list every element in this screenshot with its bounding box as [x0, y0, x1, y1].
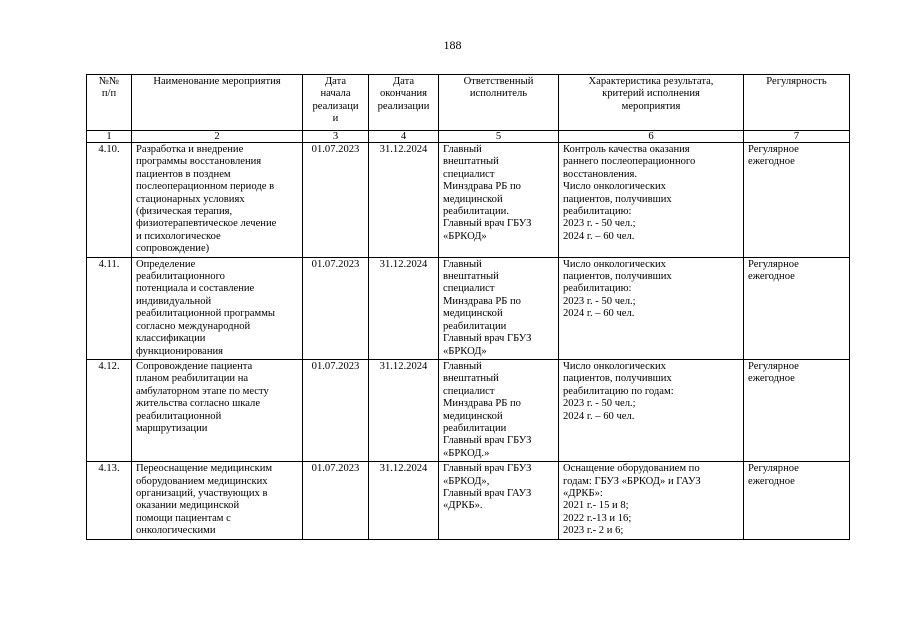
activity-name: Переоснащение медицинским оборудованием медицинских организаций, участвующих в оказании медицинской помощи пациентам с онкологическими — [132, 462, 303, 539]
end-date: 31.12.2024 — [369, 143, 439, 258]
activity-name: Разработка и внедрение программы восстановления пациентов в позднем послеоперационном периоде в стационарных условиях (физическая терапия, физиотерапевтическое лечение и психологическое сопровождение) — [132, 143, 303, 258]
regularity: Регулярное ежегодное — [744, 257, 850, 359]
regularity: Регулярное ежегодное — [744, 359, 850, 461]
row-number: 4.10. — [87, 143, 132, 258]
column-number: 4 — [369, 131, 439, 143]
activity-name: Определение реабилитационного потенциала и составление индивидуальной реабилитационной программы согласно международной классификации функционирования — [132, 257, 303, 359]
responsible-executor: Главный внештатный специалист Минздрава РБ по медицинской реабилитации Главный врач ГБУЗ «БРКОД» — [439, 257, 559, 359]
start-date: 01.07.2023 — [303, 257, 369, 359]
result-characteristic: Контроль качества оказания раннего послеоперационного восстановления. Число онкологических пациентов, получивших реабилитацию: 2023 г. - 50 чел.; 2024 г. – 60 чел. — [559, 143, 744, 258]
regularity: Регулярное ежегодное — [744, 462, 850, 539]
header-result: Характеристика результата, критерий исполнения мероприятия — [559, 75, 744, 131]
header-row — [87, 75, 850, 131]
header-start-date: Дата начала реализаци и — [303, 75, 369, 131]
column-number-row — [87, 131, 850, 143]
row-number: 4.12. — [87, 359, 132, 461]
column-number: 5 — [439, 131, 559, 143]
result-characteristic: Число онкологических пациентов, получивших реабилитацию: 2023 г. - 50 чел.; 2024 г. – 60 чел. — [559, 257, 744, 359]
result-characteristic: Число онкологических пациентов, получивших реабилитацию по годам: 2023 г. - 50 чел.; 2024 г. – 60 чел. — [559, 359, 744, 461]
row-number: 4.13. — [87, 462, 132, 539]
header-regularity: Регулярность — [744, 75, 850, 131]
activities-table — [86, 74, 850, 540]
column-number: 6 — [559, 131, 744, 143]
table-row — [87, 143, 850, 258]
column-number: 3 — [303, 131, 369, 143]
responsible-executor: Главный внештатный специалист Минздрава РБ по медицинской реабилитации. Главный врач ГБУЗ «БРКОД» — [439, 143, 559, 258]
start-date: 01.07.2023 — [303, 359, 369, 461]
end-date: 31.12.2024 — [369, 359, 439, 461]
activity-name: Сопровождение пациента планом реабилитации на амбулаторном этапе по месту жительства согласно шкале реабилитационной маршрутизации — [132, 359, 303, 461]
table-row — [87, 462, 850, 539]
regularity: Регулярное ежегодное — [744, 143, 850, 258]
column-number: 2 — [132, 131, 303, 143]
responsible-executor: Главный внештатный специалист Минздрава РБ по медицинской реабилитации Главный врач ГБУЗ «БРКОД.» — [439, 359, 559, 461]
responsible-executor: Главный врач ГБУЗ «БРКОД», Главный врач ГАУЗ «ДРКБ». — [439, 462, 559, 539]
start-date: 01.07.2023 — [303, 143, 369, 258]
header-responsible: Ответственный исполнитель — [439, 75, 559, 131]
page-number: 188 — [443, 38, 462, 52]
start-date: 01.07.2023 — [303, 462, 369, 539]
end-date: 31.12.2024 — [369, 462, 439, 539]
column-number: 7 — [744, 131, 850, 143]
table-row — [87, 257, 850, 359]
result-characteristic: Оснащение оборудованием по годам: ГБУЗ «БРКОД» и ГАУЗ «ДРКБ»: 2021 г.- 15 и 8; 2022 г.-13 и 16; 2023 г.- 2 и 6; — [559, 462, 744, 539]
end-date: 31.12.2024 — [369, 257, 439, 359]
header-end-date: Дата окончания реализации — [369, 75, 439, 131]
column-number: 1 — [87, 131, 132, 143]
header-activity-name: Наименование мероприятия — [132, 75, 303, 131]
row-number: 4.11. — [87, 257, 132, 359]
table-row — [87, 359, 850, 461]
header-number: №№ п/п — [87, 75, 132, 131]
